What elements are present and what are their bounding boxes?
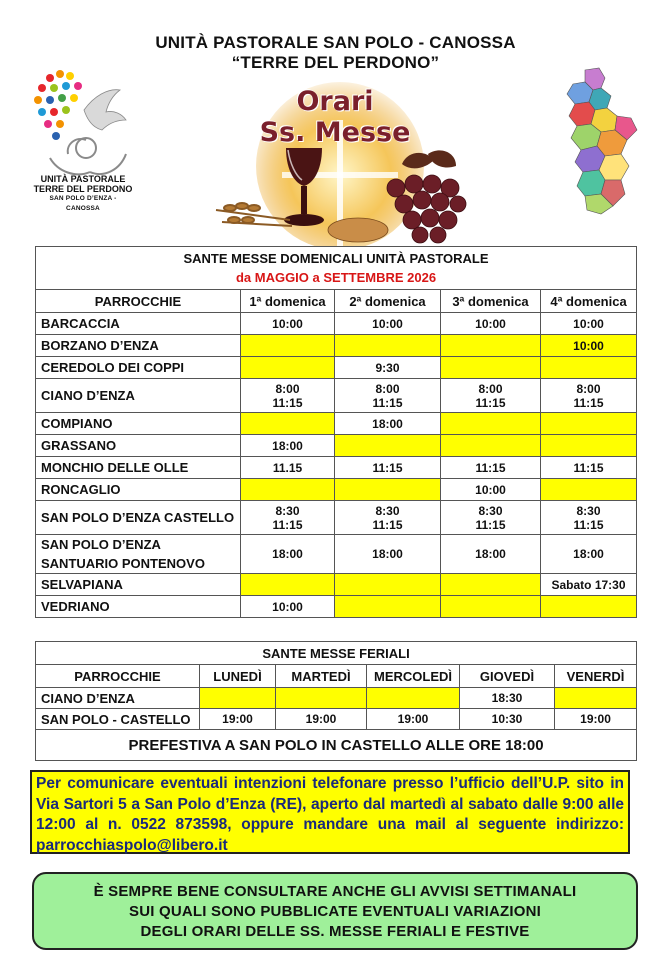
prefestiva-note: PREFESTIVA A SAN POLO IN CASTELLO ALLE ORE 18:00 [36,730,637,761]
logo-hands-icon [50,138,126,174]
mass-time-cell: 8:30 11:15 [541,501,637,535]
sunday-mass-table [35,246,637,618]
col-header-domenica-4: 4ª domenica [541,290,637,313]
weekday-table-header-row [36,665,637,688]
table-row [36,357,637,379]
mass-time-cell [541,435,637,457]
logo-line3: SAN POLO D’ENZA - CANOSSA [49,195,117,212]
logo-tree-icon [34,70,82,140]
mass-time-cell: 9:30 [335,357,441,379]
col-header-domenica-3: 3ª domenica [441,290,541,313]
mass-time-cell: 19:00 [555,709,637,730]
parish-name: SAN POLO D’ENZA CASTELLO [36,501,241,535]
table-row [36,479,637,501]
col-header-mercoledi: MERCOLEDÌ [367,665,460,688]
mass-time-cell [241,413,335,435]
table-row [36,435,637,457]
table-row [36,501,637,535]
mass-time-cell [555,688,637,709]
mass-time-cell: 8:30 11:15 [335,501,441,535]
logo-line1: UNITÀ PASTORALE [40,174,126,184]
mass-time-cell [200,688,276,709]
mass-time-cell [241,357,335,379]
mass-time-cell: 8:30 11:15 [241,501,335,535]
mass-time-cell [441,435,541,457]
table-row [36,413,637,435]
table-row [36,313,637,335]
mass-time-cell [335,574,441,596]
header-title-line2: “TERRE DEL PERDONO” [231,53,440,72]
artwork-title-line1: Orari [296,86,374,117]
mass-time-cell: 10:00 [541,335,637,357]
table-row [36,596,637,618]
sunday-table-period: da MAGGIO a SETTEMBRE 2026 [235,270,437,285]
table-footer-row [36,730,637,761]
parish-name: SELVAPIANA [36,574,241,596]
mass-time-cell: 8:00 11:15 [541,379,637,413]
contact-info-box: Per comunicare eventuali intenzioni telefonare presso l’ufficio dell’U.P. sito in Via Sartori 5 a San Polo d’Enza (RE), aperto dal martedì al sabato dalle 9:00 alle 12:00 al n. 0522 873598, oppure mandare una mail al seguente indirizzo: parrocchiaspolo@libero.it [30,770,630,854]
mass-time-cell [441,413,541,435]
parish-name: VEDRIANO [36,596,241,618]
mass-time-cell: 10:00 [241,313,335,335]
mass-time-cell [441,335,541,357]
logo-line2: TERRE DEL PERDONO [33,184,133,194]
parish-name: CEREDOLO DEI COPPI [36,357,241,379]
mass-time-cell: 8:00 11:15 [441,379,541,413]
mass-time-cell: 18:00 [241,435,335,457]
mass-time-cell: 11:15 [541,457,637,479]
mass-time-cell: 19:00 [276,709,367,730]
mass-time-cell: 11.15 [241,457,335,479]
mass-time-cell [276,688,367,709]
notice-line1: È SEMPRE BENE CONSULTARE ANCHE GLI AVVISI SETTIMANALI [93,883,577,900]
table-row [36,535,637,574]
mass-time-cell: Sabato 17:30 [541,574,637,596]
mass-time-cell: 10:00 [541,313,637,335]
mass-time-cell [335,435,441,457]
logo-caption [32,174,134,214]
table-row [36,688,637,709]
mass-time-cell: 10:00 [335,313,441,335]
col-header-lunedi: LUNEDÌ [200,665,276,688]
logo-dove-icon [84,90,126,130]
mass-time-cell: 8:30 11:15 [441,501,541,535]
parish-name: BARCACCIA [36,313,241,335]
mass-time-cell: 19:00 [367,709,460,730]
mass-time-cell [441,357,541,379]
mass-time-cell: 8:00 11:15 [335,379,441,413]
parish-name: COMPIANO [36,413,241,435]
table-row [36,379,637,413]
parish-name: MONCHIO DELLE OLLE [36,457,241,479]
parish-name: RONCAGLIO [36,479,241,501]
sunday-table-banner [36,247,637,290]
mass-time-cell [541,479,637,501]
table-row [36,457,637,479]
mass-time-cell [241,335,335,357]
table-row [36,709,637,730]
mass-time-cell [541,357,637,379]
mass-time-cell [335,596,441,618]
mass-time-cell [335,335,441,357]
mass-time-cell: 18:00 [335,535,441,574]
artwork-title-line2: Ss. Messe [259,117,411,148]
col-header-domenica-1: 1ª domenica [241,290,335,313]
parishes-map [555,66,645,216]
sunday-table-title: SANTE MESSE DOMENICALI UNITÀ PASTORALE [183,251,489,266]
col-header-martedi: MARTEDÌ [276,665,367,688]
mass-time-cell [367,688,460,709]
mass-time-cell: 18:00 [241,535,335,574]
parish-name: SAN POLO D’ENZA SANTUARIO PONTENOVO [36,535,241,574]
mass-time-cell [241,574,335,596]
mass-time-cell: 19:00 [200,709,276,730]
grapes-icon [387,175,466,243]
parish-name: SAN POLO - CASTELLO [36,709,200,730]
parish-name: CIANO D’ENZA [36,379,241,413]
mass-time-cell: 10:00 [441,313,541,335]
parish-name: CIANO D’ENZA [36,688,200,709]
mass-time-cell: 10:00 [441,479,541,501]
mass-time-cell [541,596,637,618]
col-header-giovedi: GIOVEDÌ [460,665,555,688]
mass-time-cell: 8:00 11:15 [241,379,335,413]
mass-time-cell: 18:30 [460,688,555,709]
parish-name: BORZANO D’ENZA [36,335,241,357]
mass-time-cell: 10:00 [241,596,335,618]
bread-icon [328,218,388,242]
weekday-mass-table [35,641,637,761]
col-header-parrocchie: PARROCCHIE [36,665,200,688]
col-header-domenica-2: 2ª domenica [335,290,441,313]
mass-time-cell [335,479,441,501]
mass-time-cell: 18:00 [441,535,541,574]
col-header-venerdi: VENERDÌ [555,665,637,688]
mass-time-cell [441,596,541,618]
header-title-line1: UNITÀ PASTORALE SAN POLO - CANOSSA [155,33,516,52]
mass-time-cell: 11:15 [335,457,441,479]
col-header-parrocchie: PARROCCHIE [36,290,241,313]
notice-box [32,872,638,950]
mass-time-cell: 11:15 [441,457,541,479]
notice-line3: DEGLI ORARI DELLE SS. MESSE FERIALI E FESTIVE [140,923,530,940]
mass-time-cell [241,479,335,501]
sunday-table-header-row [36,290,637,313]
mass-time-cell: 10:30 [460,709,555,730]
weekday-table-title: SANTE MESSE FERIALI [36,642,637,665]
table-row [36,574,637,596]
mass-time-cell [441,574,541,596]
artwork-title [250,86,420,148]
notice-line2: SUI QUALI SONO PUBBLICATE EVENTUALI VARIAZIONI [129,903,541,920]
mass-time-cell: 18:00 [541,535,637,574]
mass-time-cell [541,413,637,435]
table-row [36,335,637,357]
parish-name: GRASSANO [36,435,241,457]
mass-time-cell: 18:00 [335,413,441,435]
